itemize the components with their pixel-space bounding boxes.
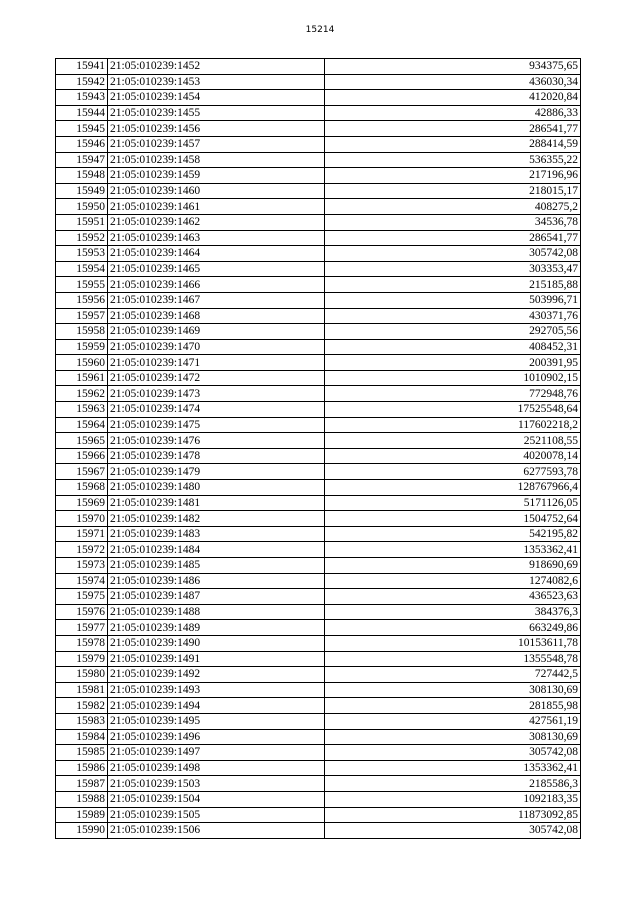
cadastral-number-cell: 21:05:010239:1479 bbox=[108, 464, 325, 480]
table-body bbox=[56, 59, 581, 839]
table-row bbox=[56, 604, 581, 620]
row-number-cell: 15971 bbox=[56, 526, 108, 542]
cadastral-number-cell: 21:05:010239:1458 bbox=[108, 152, 325, 168]
row-number-cell: 15959 bbox=[56, 339, 108, 355]
cadastral-number-cell: 21:05:010239:1453 bbox=[108, 74, 325, 90]
table-row bbox=[56, 292, 581, 308]
cadastral-number-cell: 21:05:010239:1475 bbox=[108, 417, 325, 433]
cadastral-value-cell: 218015,17 bbox=[325, 183, 581, 199]
table-row bbox=[56, 573, 581, 589]
cadastral-number-cell: 21:05:010239:1470 bbox=[108, 339, 325, 355]
cadastral-value-cell: 288414,59 bbox=[325, 136, 581, 152]
table-row bbox=[56, 542, 581, 558]
row-number-cell: 15967 bbox=[56, 464, 108, 480]
table-row bbox=[56, 807, 581, 823]
cadastral-number-cell: 21:05:010239:1463 bbox=[108, 230, 325, 246]
cadastral-value-cell: 727442,5 bbox=[325, 667, 581, 683]
row-number-cell: 15989 bbox=[56, 807, 108, 823]
cadastral-value-cell: 4020078,14 bbox=[325, 448, 581, 464]
table-row bbox=[56, 791, 581, 807]
table-row bbox=[56, 433, 581, 449]
cadastral-value-cell: 503996,71 bbox=[325, 292, 581, 308]
table-row bbox=[56, 480, 581, 496]
table-row bbox=[56, 59, 581, 75]
cadastral-number-cell: 21:05:010239:1498 bbox=[108, 760, 325, 776]
row-number-cell: 15982 bbox=[56, 698, 108, 714]
row-number-cell: 15977 bbox=[56, 620, 108, 636]
table-row bbox=[56, 355, 581, 371]
table-row bbox=[56, 526, 581, 542]
cadastral-value-cell: 215185,88 bbox=[325, 277, 581, 293]
table-row bbox=[56, 339, 581, 355]
cadastral-value-cell: 292705,56 bbox=[325, 324, 581, 340]
row-number-cell: 15978 bbox=[56, 635, 108, 651]
table-row bbox=[56, 199, 581, 215]
cadastral-value-cell: 17525548,64 bbox=[325, 402, 581, 418]
cadastral-value-cell: 281855,98 bbox=[325, 698, 581, 714]
cadastral-number-cell: 21:05:010239:1482 bbox=[108, 511, 325, 527]
row-number-cell: 15969 bbox=[56, 495, 108, 511]
cadastral-value-cell: 2185586,3 bbox=[325, 776, 581, 792]
cadastral-value-cell: 1355548,78 bbox=[325, 651, 581, 667]
row-number-cell: 15984 bbox=[56, 729, 108, 745]
cadastral-number-cell: 21:05:010239:1506 bbox=[108, 823, 325, 839]
table-row bbox=[56, 136, 581, 152]
row-number-cell: 15976 bbox=[56, 604, 108, 620]
cadastral-value-table bbox=[55, 58, 581, 839]
cadastral-number-cell: 21:05:010239:1486 bbox=[108, 573, 325, 589]
cadastral-value-cell: 412020,84 bbox=[325, 90, 581, 106]
table-row bbox=[56, 682, 581, 698]
row-number-cell: 15990 bbox=[56, 823, 108, 839]
cadastral-number-cell: 21:05:010239:1489 bbox=[108, 620, 325, 636]
cadastral-value-cell: 286541,77 bbox=[325, 230, 581, 246]
table-row bbox=[56, 246, 581, 262]
row-number-cell: 15953 bbox=[56, 246, 108, 262]
table-row bbox=[56, 448, 581, 464]
row-number-cell: 15962 bbox=[56, 386, 108, 402]
row-number-cell: 15981 bbox=[56, 682, 108, 698]
cadastral-number-cell: 21:05:010239:1468 bbox=[108, 308, 325, 324]
cadastral-number-cell: 21:05:010239:1505 bbox=[108, 807, 325, 823]
cadastral-number-cell: 21:05:010239:1476 bbox=[108, 433, 325, 449]
cadastral-value-cell: 1092183,35 bbox=[325, 791, 581, 807]
cadastral-value-cell: 1353362,41 bbox=[325, 760, 581, 776]
cadastral-number-cell: 21:05:010239:1481 bbox=[108, 495, 325, 511]
table-row bbox=[56, 698, 581, 714]
table-row bbox=[56, 402, 581, 418]
row-number-cell: 15980 bbox=[56, 667, 108, 683]
cadastral-number-cell: 21:05:010239:1461 bbox=[108, 199, 325, 215]
row-number-cell: 15985 bbox=[56, 745, 108, 761]
row-number-cell: 15952 bbox=[56, 230, 108, 246]
cadastral-number-cell: 21:05:010239:1471 bbox=[108, 355, 325, 371]
cadastral-value-cell: 217196,96 bbox=[325, 168, 581, 184]
cadastral-value-cell: 6277593,78 bbox=[325, 464, 581, 480]
cadastral-value-cell: 5171126,05 bbox=[325, 495, 581, 511]
cadastral-number-cell: 21:05:010239:1473 bbox=[108, 386, 325, 402]
cadastral-number-cell: 21:05:010239:1478 bbox=[108, 448, 325, 464]
cadastral-value-cell: 286541,77 bbox=[325, 121, 581, 137]
table-row bbox=[56, 277, 581, 293]
table-row bbox=[56, 558, 581, 574]
cadastral-number-cell: 21:05:010239:1462 bbox=[108, 214, 325, 230]
cadastral-number-cell: 21:05:010239:1464 bbox=[108, 246, 325, 262]
row-number-cell: 15979 bbox=[56, 651, 108, 667]
row-number-cell: 15961 bbox=[56, 370, 108, 386]
table-row bbox=[56, 324, 581, 340]
cadastral-number-cell: 21:05:010239:1455 bbox=[108, 105, 325, 121]
table-row bbox=[56, 417, 581, 433]
table-row bbox=[56, 90, 581, 106]
cadastral-number-cell: 21:05:010239:1504 bbox=[108, 791, 325, 807]
table-row bbox=[56, 464, 581, 480]
row-number-cell: 15954 bbox=[56, 261, 108, 277]
cadastral-number-cell: 21:05:010239:1457 bbox=[108, 136, 325, 152]
page-number: 15214 bbox=[305, 25, 335, 35]
row-number-cell: 15963 bbox=[56, 402, 108, 418]
cadastral-number-cell: 21:05:010239:1485 bbox=[108, 558, 325, 574]
table-row bbox=[56, 152, 581, 168]
table-row bbox=[56, 511, 581, 527]
cadastral-number-cell: 21:05:010239:1454 bbox=[108, 90, 325, 106]
row-number-cell: 15955 bbox=[56, 277, 108, 293]
table-row bbox=[56, 745, 581, 761]
row-number-cell: 15950 bbox=[56, 199, 108, 215]
cadastral-number-cell: 21:05:010239:1467 bbox=[108, 292, 325, 308]
row-number-cell: 15958 bbox=[56, 324, 108, 340]
row-number-cell: 15941 bbox=[56, 59, 108, 75]
cadastral-number-cell: 21:05:010239:1495 bbox=[108, 713, 325, 729]
row-number-cell: 15943 bbox=[56, 90, 108, 106]
cadastral-value-cell: 305742,08 bbox=[325, 823, 581, 839]
cadastral-number-cell: 21:05:010239:1472 bbox=[108, 370, 325, 386]
row-number-cell: 15970 bbox=[56, 511, 108, 527]
cadastral-value-cell: 918690,69 bbox=[325, 558, 581, 574]
table-row bbox=[56, 823, 581, 839]
row-number-cell: 15944 bbox=[56, 105, 108, 121]
cadastral-number-cell: 21:05:010239:1456 bbox=[108, 121, 325, 137]
table-row bbox=[56, 168, 581, 184]
row-number-cell: 15983 bbox=[56, 713, 108, 729]
table-row bbox=[56, 776, 581, 792]
table-row bbox=[56, 261, 581, 277]
table-row bbox=[56, 620, 581, 636]
cadastral-value-cell: 42886,33 bbox=[325, 105, 581, 121]
table-row bbox=[56, 760, 581, 776]
cadastral-number-cell: 21:05:010239:1488 bbox=[108, 604, 325, 620]
row-number-cell: 15948 bbox=[56, 168, 108, 184]
table-row bbox=[56, 105, 581, 121]
row-number-cell: 15947 bbox=[56, 152, 108, 168]
cadastral-value-cell: 430371,76 bbox=[325, 308, 581, 324]
cadastral-number-cell: 21:05:010239:1503 bbox=[108, 776, 325, 792]
row-number-cell: 15968 bbox=[56, 480, 108, 496]
cadastral-value-cell: 305742,08 bbox=[325, 246, 581, 262]
cadastral-value-cell: 1353362,41 bbox=[325, 542, 581, 558]
table-row bbox=[56, 729, 581, 745]
row-number-cell: 15946 bbox=[56, 136, 108, 152]
cadastral-number-cell: 21:05:010239:1483 bbox=[108, 526, 325, 542]
row-number-cell: 15964 bbox=[56, 417, 108, 433]
row-number-cell: 15945 bbox=[56, 121, 108, 137]
cadastral-number-cell: 21:05:010239:1452 bbox=[108, 59, 325, 75]
cadastral-value-cell: 408275,2 bbox=[325, 199, 581, 215]
table-row bbox=[56, 74, 581, 90]
table-row bbox=[56, 183, 581, 199]
cadastral-value-cell: 436030,34 bbox=[325, 74, 581, 90]
table-row bbox=[56, 308, 581, 324]
cadastral-value-cell: 1010902,15 bbox=[325, 370, 581, 386]
table-row bbox=[56, 370, 581, 386]
cadastral-number-cell: 21:05:010239:1487 bbox=[108, 589, 325, 605]
cadastral-value-cell: 934375,65 bbox=[325, 59, 581, 75]
cadastral-number-cell: 21:05:010239:1469 bbox=[108, 324, 325, 340]
cadastral-number-cell: 21:05:010239:1492 bbox=[108, 667, 325, 683]
cadastral-number-cell: 21:05:010239:1466 bbox=[108, 277, 325, 293]
cadastral-value-cell: 408452,31 bbox=[325, 339, 581, 355]
row-number-cell: 15974 bbox=[56, 573, 108, 589]
cadastral-number-cell: 21:05:010239:1494 bbox=[108, 698, 325, 714]
row-number-cell: 15956 bbox=[56, 292, 108, 308]
cadastral-value-cell: 308130,69 bbox=[325, 729, 581, 745]
cadastral-value-cell: 772948,76 bbox=[325, 386, 581, 402]
row-number-cell: 15960 bbox=[56, 355, 108, 371]
cadastral-value-cell: 542195,82 bbox=[325, 526, 581, 542]
cadastral-number-cell: 21:05:010239:1474 bbox=[108, 402, 325, 418]
cadastral-value-cell: 1274082,6 bbox=[325, 573, 581, 589]
cadastral-value-cell: 200391,95 bbox=[325, 355, 581, 371]
cadastral-number-cell: 21:05:010239:1497 bbox=[108, 745, 325, 761]
row-number-cell: 15942 bbox=[56, 74, 108, 90]
cadastral-value-cell: 427561,19 bbox=[325, 713, 581, 729]
table-row bbox=[56, 635, 581, 651]
cadastral-value-cell: 384376,3 bbox=[325, 604, 581, 620]
cadastral-number-cell: 21:05:010239:1459 bbox=[108, 168, 325, 184]
cadastral-number-cell: 21:05:010239:1484 bbox=[108, 542, 325, 558]
cadastral-value-cell: 10153611,78 bbox=[325, 635, 581, 651]
row-number-cell: 15966 bbox=[56, 448, 108, 464]
row-number-cell: 15973 bbox=[56, 558, 108, 574]
cadastral-value-cell: 436523,63 bbox=[325, 589, 581, 605]
table-row bbox=[56, 214, 581, 230]
cadastral-number-cell: 21:05:010239:1480 bbox=[108, 480, 325, 496]
cadastral-number-cell: 21:05:010239:1496 bbox=[108, 729, 325, 745]
row-number-cell: 15986 bbox=[56, 760, 108, 776]
table-row bbox=[56, 667, 581, 683]
row-number-cell: 15949 bbox=[56, 183, 108, 199]
cadastral-value-cell: 34536,78 bbox=[325, 214, 581, 230]
cadastral-number-cell: 21:05:010239:1493 bbox=[108, 682, 325, 698]
table-row bbox=[56, 230, 581, 246]
cadastral-value-cell: 117602218,2 bbox=[325, 417, 581, 433]
table-row bbox=[56, 713, 581, 729]
row-number-cell: 15972 bbox=[56, 542, 108, 558]
cadastral-number-cell: 21:05:010239:1491 bbox=[108, 651, 325, 667]
cadastral-value-cell: 308130,69 bbox=[325, 682, 581, 698]
table-row bbox=[56, 121, 581, 137]
cadastral-value-cell: 305742,08 bbox=[325, 745, 581, 761]
row-number-cell: 15951 bbox=[56, 214, 108, 230]
cadastral-value-cell: 536355,22 bbox=[325, 152, 581, 168]
table-row bbox=[56, 386, 581, 402]
cadastral-value-cell: 663249,86 bbox=[325, 620, 581, 636]
table-row bbox=[56, 651, 581, 667]
cadastral-number-cell: 21:05:010239:1465 bbox=[108, 261, 325, 277]
cadastral-value-cell: 11873092,85 bbox=[325, 807, 581, 823]
row-number-cell: 15988 bbox=[56, 791, 108, 807]
cadastral-number-cell: 21:05:010239:1460 bbox=[108, 183, 325, 199]
cadastral-value-cell: 1504752,64 bbox=[325, 511, 581, 527]
row-number-cell: 15957 bbox=[56, 308, 108, 324]
cadastral-number-cell: 21:05:010239:1490 bbox=[108, 635, 325, 651]
cadastral-value-cell: 128767966,4 bbox=[325, 480, 581, 496]
table-row bbox=[56, 495, 581, 511]
row-number-cell: 15987 bbox=[56, 776, 108, 792]
cadastral-value-cell: 2521108,55 bbox=[325, 433, 581, 449]
cadastral-value-cell: 303353,47 bbox=[325, 261, 581, 277]
table-row bbox=[56, 589, 581, 605]
row-number-cell: 15965 bbox=[56, 433, 108, 449]
row-number-cell: 15975 bbox=[56, 589, 108, 605]
